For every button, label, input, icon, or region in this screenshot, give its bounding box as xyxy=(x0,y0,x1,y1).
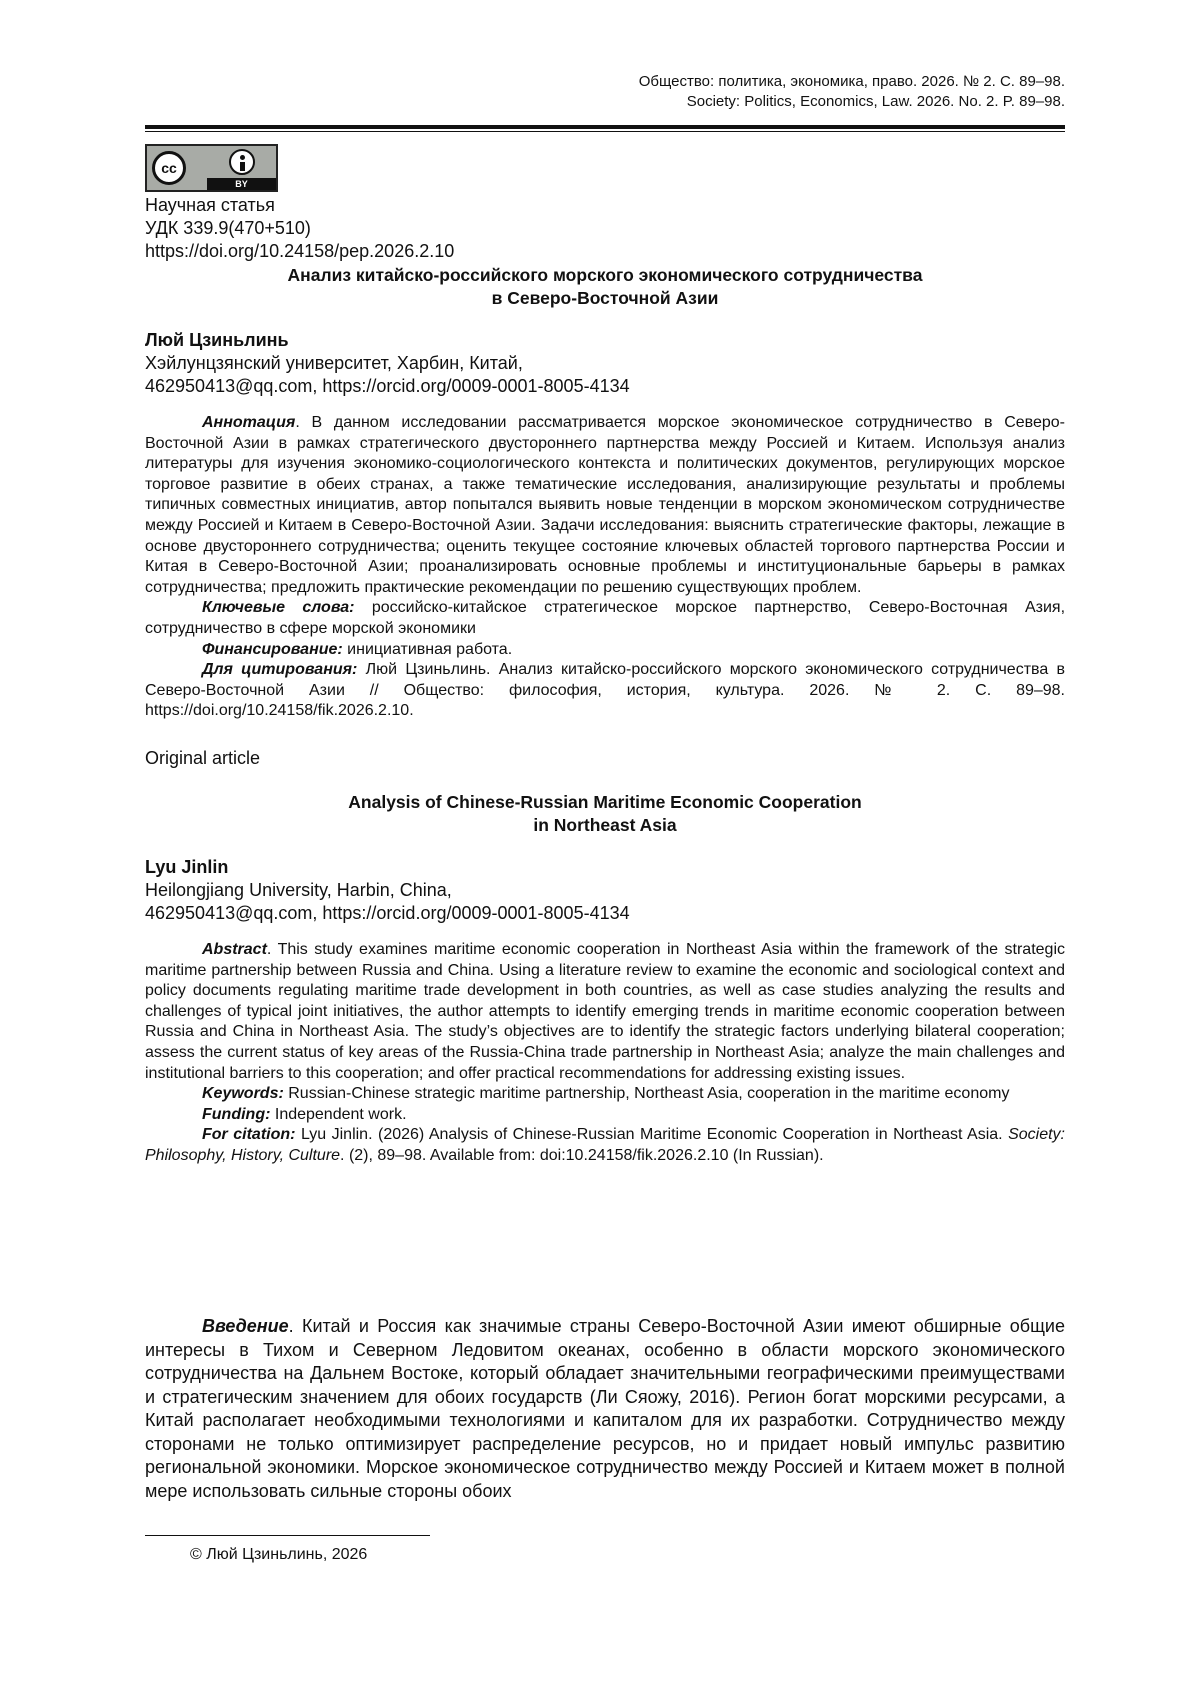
keywords-ru-text: российско-китайское стратегическое морское партнерство, Северо-Восточная Азия, сотрудничество в сфере морской экономики xyxy=(145,599,1066,637)
abstract-en-text: . This study examines maritime economic cooperation in Northeast Asia within the framework of the strategic maritime partnership between Russia and China. Using a literature review to examine the economic and sociological context and policy documents regulating maritime trade development in both countries, as well as case studies analyzing the results and challenges of typical joint initiatives, the author attempts to identify emerging trends in maritime economic cooperation between Russia and China in Northeast Asia. The study’s objectives are to identify the strategic factors underlying bilateral cooperation; assess the current status of key areas of the Russia-China trade partnership in Northeast Asia; analyze the main challenges and institutional barriers to this cooperation; and offer practical recommendations for addressing existing issues. xyxy=(145,941,1065,1082)
abstract-en xyxy=(145,940,1065,1167)
funding-en-label: Funding: xyxy=(202,1105,271,1123)
article-type-ru: Научная статья xyxy=(145,195,275,215)
citation-en-tail: . (2), 89–98. Available from: doi:10.24158/fik.2026.2.10 (In Russian). xyxy=(340,1146,824,1164)
citation-en-text: Lyu Jinlin. (2026) Analysis of Chinese-Russian Maritime Economic Cooperation in Northeast Asia. xyxy=(295,1126,1009,1144)
keywords-en-text: Russian-Chinese strategic maritime partnership, Northeast Asia, cooperation in the maritime economy xyxy=(283,1085,1010,1103)
keywords-en-label: Keywords: xyxy=(202,1085,284,1103)
citation-ru-text: Люй Цзиньлинь. Анализ китайско-российского морского экономического сотрудничества в Северо-Восточной Азии // Общество: философия, история, культура. 2026. № 2. С. 89–98. https://doi.org/10.24158/fik.2026.2.10. xyxy=(145,661,1065,720)
citation-en-label: For citation: xyxy=(202,1126,296,1144)
doi-link[interactable]: https://doi.org/10.24158/pep.2026.2.10 xyxy=(145,241,455,261)
citation-ru xyxy=(145,660,1065,722)
footnote-rule xyxy=(145,1535,430,1536)
abstract-en-paragraph xyxy=(145,940,1065,1084)
abstract-ru-paragraph xyxy=(145,413,1065,598)
author-block-en xyxy=(145,856,630,925)
udc-code: УДК 339.9(470+510) xyxy=(145,218,311,238)
abstract-ru-text: . В данном исследовании рассматривается морское экономическое сотрудничество в Северо-Восточной Азии в рамках стратегического двустороннего партнерства между Россией и Китаем. Используя анализ литературы для изучения экономико-социологического контекста и политических документов, регулирующих морское торговое развитие в обеих странах, а также тематические исследования, анализирующие результаты и проблемы типичных совместных инициатив, автор попытался выявить новые тенденции в морском экономическом сотрудничестве между Россией и Китаем в Северо-Восточной Азии. Задачи исследования: выяснить стратегические факторы, лежащие в основе двустороннего сотрудничества; оценить текущее состояние ключевых областей торгового партнерства России и Китая в Северо-Восточной Азии; проанализировать основные проблемы и институциональные барьеры в рамках сотрудничества; предложить практические рекомендации по решению существующих проблем. xyxy=(145,414,1065,596)
title-en-line1: Analysis of Chinese-Russian Maritime Economic Cooperation xyxy=(348,792,862,812)
title-ru xyxy=(145,264,1065,310)
title-en xyxy=(145,791,1065,837)
keywords-ru xyxy=(145,598,1065,639)
abstract-en-label: Abstract xyxy=(202,941,267,958)
author-name-ru: Люй Цзиньлинь xyxy=(145,330,289,350)
citation-ru-label: Для цитирования: xyxy=(202,661,358,679)
title-ru-line2: в Северо-Восточной Азии xyxy=(491,288,719,308)
introduction-section xyxy=(145,1315,1065,1503)
contact-ru[interactable]: 462950413@qq.com, https://orcid.org/0009-0001-8005-4134 xyxy=(145,376,630,396)
article-meta xyxy=(145,194,454,263)
introduction-label: Введение xyxy=(202,1316,289,1336)
funding-ru-label: Финансирование: xyxy=(202,640,343,658)
affiliation-ru: Хэйлунцзянский университет, Харбин, Китай, xyxy=(145,353,523,373)
abstract-ru-label: Аннотация xyxy=(202,414,296,431)
running-header xyxy=(639,72,1065,112)
cc-by-icon xyxy=(145,144,278,192)
header-rule-thin xyxy=(145,131,1065,132)
keywords-en xyxy=(145,1084,1065,1105)
keywords-ru-label: Ключевые слова: xyxy=(202,599,355,617)
citation-en-journal: Society: Philosophy, History, Culture xyxy=(145,1126,1065,1164)
citation-en xyxy=(145,1125,1065,1166)
contact-en[interactable]: 462950413@qq.com, https://orcid.org/0009-0001-8005-4134 xyxy=(145,903,630,923)
introduction-paragraph xyxy=(145,1315,1065,1503)
attribution-person-icon xyxy=(229,149,255,175)
funding-en xyxy=(145,1105,1065,1126)
cc-logo: cc xyxy=(152,151,186,185)
abstract-ru xyxy=(145,413,1065,722)
article-type-en: Original article xyxy=(145,748,261,768)
funding-en-text: Independent work. xyxy=(270,1105,407,1123)
title-ru-line1: Анализ китайско-российского морского экономического сотрудничества xyxy=(287,265,923,285)
affiliation-en: Heilongjiang University, Harbin, China, xyxy=(145,880,452,900)
copyright-footnote: © Люй Цзиньлинь, 2026 xyxy=(190,1546,368,1563)
funding-ru xyxy=(145,640,1065,661)
running-header-ru: Общество: политика, экономика, право. 2026. № 2. С. 89–98. xyxy=(638,73,1065,90)
funding-ru-text: инициативная работа. xyxy=(342,640,513,658)
title-en-line2: in Northeast Asia xyxy=(533,815,677,835)
author-name-en: Lyu Jinlin xyxy=(145,857,229,877)
header-rule-thick xyxy=(145,125,1065,129)
author-block-ru xyxy=(145,329,630,398)
by-label: BY xyxy=(235,179,248,189)
running-header-en: Society: Politics, Economics, Law. 2026. No. 2. P. 89–98. xyxy=(686,93,1065,110)
introduction-text: . Китай и Россия как значимые страны Северо-Восточной Азии имеют обширные общие интересы в Тихом и Северном Ледовитом океанах, особенно в области морского экономического сотрудничества на Дальнем Востоке, который обладает значительными географическими преимуществами и стратегическим значением для обоих государств (Ли Сяожу, 2016). Регион богат морскими ресурсами, а Китай располагает необходимыми технологиями и капиталом для их разработки. Сотрудничество между сторонами не только оптимизирует распределение ресурсов, но и придает новый импульс развитию региональной экономики. Морское экономическое сотрудничество между Россией и Китаем может в полной мере использовать сильные стороны обоих xyxy=(145,1316,1065,1501)
